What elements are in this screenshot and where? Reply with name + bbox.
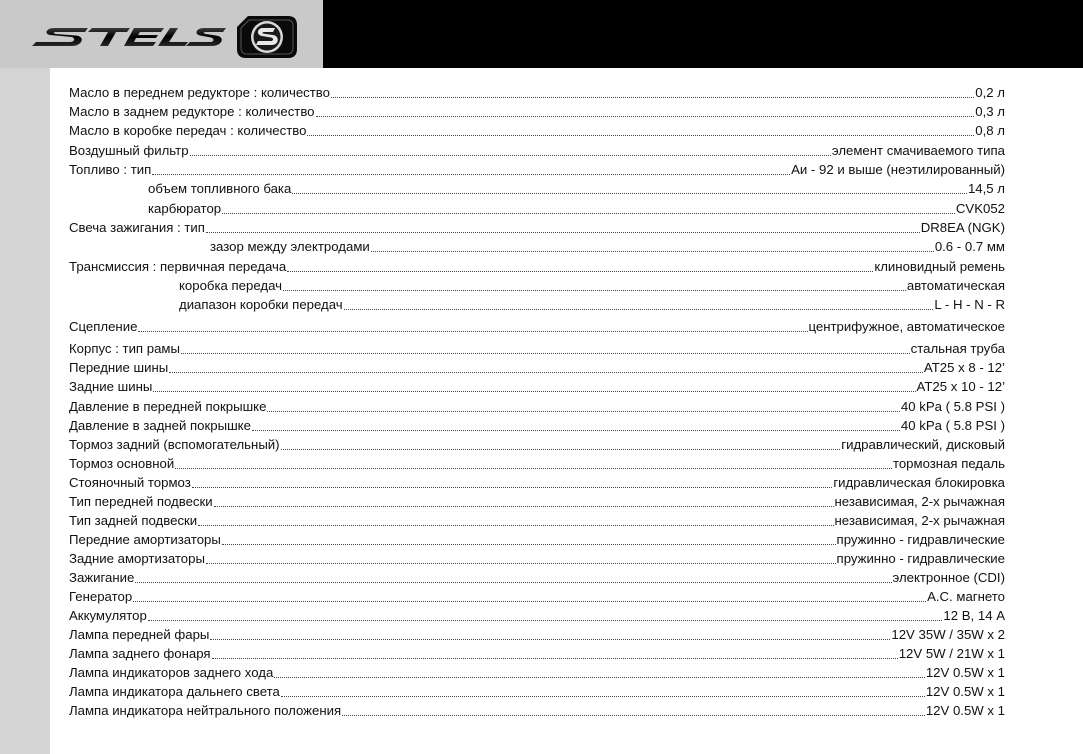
- spec-row: [179, 294, 1005, 313]
- leader-dots: [281, 696, 925, 697]
- spec-label: Задние шины: [69, 379, 153, 394]
- spec-value: 12V 0.5W x 1: [925, 684, 1005, 699]
- leader-dots: [371, 251, 934, 252]
- spec-row: [148, 198, 1005, 217]
- leader-dots: [287, 271, 873, 272]
- leader-dots: [206, 563, 836, 564]
- spec-label: Корпус : тип рамы: [69, 341, 180, 356]
- spec-row: [69, 415, 1005, 434]
- spec-row: [148, 178, 1005, 197]
- leader-dots: [148, 620, 943, 621]
- spec-label: Лампа заднего фонаря: [69, 646, 211, 661]
- spec-value: клиновидный ремень: [874, 259, 1005, 274]
- leader-dots: [133, 601, 926, 602]
- spec-row: [69, 120, 1005, 139]
- spec-value: 40 kPa ( 5.8 PSI ): [900, 399, 1005, 414]
- spec-value: 12V 35W / 35W x 2: [891, 627, 1005, 642]
- spec-row: [69, 316, 1005, 335]
- spec-row: [69, 472, 1005, 491]
- spec-value: A.C. магнето: [927, 589, 1005, 604]
- spec-label: Масло в переднем редукторе : количество: [69, 85, 330, 100]
- leader-dots: [307, 135, 974, 136]
- spec-value: 12V 5W / 21W x 1: [898, 646, 1005, 661]
- spec-value: 14,5 л: [967, 181, 1005, 196]
- spec-label: Сцепление: [69, 319, 138, 334]
- spec-label: объем топливного бака: [148, 181, 292, 196]
- spec-label: Тормоз задний (вспомогательный): [69, 437, 280, 452]
- spec-row: [69, 643, 1005, 662]
- spec-label: Давление в передней покрышке: [69, 399, 267, 414]
- spec-label: Масло в заднем редукторе : количество: [69, 104, 315, 119]
- spec-label: Аккумулятор: [69, 608, 147, 623]
- spec-row: [69, 376, 1005, 395]
- spec-label: Трансмиссия : первичная передача: [69, 259, 287, 274]
- spec-label: Тип передней подвески: [69, 494, 213, 509]
- leader-dots: [198, 525, 833, 526]
- spec-row: [69, 567, 1005, 586]
- spec-label: Передние амортизаторы: [69, 532, 221, 547]
- spec-label: Лампа индикаторов заднего хода: [69, 665, 274, 680]
- spec-row: [69, 396, 1005, 415]
- spec-value: 0,8 л: [975, 123, 1005, 138]
- leader-dots: [153, 391, 915, 392]
- leader-dots: [192, 487, 833, 488]
- spec-row: [69, 82, 1005, 101]
- spec-value: центрифужное, автоматическое: [808, 319, 1005, 334]
- spec-row: [69, 662, 1005, 681]
- leader-dots: [138, 331, 807, 332]
- spec-row: [69, 217, 1005, 236]
- spec-row: [69, 338, 1005, 357]
- spec-label: карбюратор: [148, 201, 222, 216]
- spec-label: Свеча зажигания : тип: [69, 220, 205, 235]
- spec-row: [210, 236, 1005, 255]
- spec-value: 40 kPa ( 5.8 PSI ): [900, 418, 1005, 433]
- spec-value: автоматическая: [906, 278, 1005, 293]
- leader-dots: [190, 155, 831, 156]
- spec-value: Аи - 92 и выше (неэтилированный): [791, 162, 1005, 177]
- leader-dots: [206, 232, 920, 233]
- spec-value: гидравлический, дисковый: [841, 437, 1005, 452]
- spec-value: AT25 x 8 - 12’: [923, 360, 1005, 375]
- spec-label: Генератор: [69, 589, 133, 604]
- spec-row: [69, 681, 1005, 700]
- spec-value: элемент смачиваемого типа: [831, 143, 1005, 158]
- leader-dots: [292, 193, 967, 194]
- spec-label: Зажигание: [69, 570, 135, 585]
- spec-label: зазор между электродами: [210, 239, 370, 254]
- leader-dots: [342, 715, 925, 716]
- spec-label: Лампа индикатора нейтрального положения: [69, 703, 342, 718]
- spec-row: [69, 586, 1005, 605]
- spec-value: CVK052: [955, 201, 1005, 216]
- leader-dots: [210, 639, 890, 640]
- leader-dots: [316, 116, 975, 117]
- leader-dots: [252, 430, 900, 431]
- spec-label: Передние шины: [69, 360, 169, 375]
- leader-dots: [212, 658, 898, 659]
- spec-row: [69, 491, 1005, 510]
- spec-value: гидравлическая блокировка: [833, 475, 1005, 490]
- leader-dots: [181, 353, 910, 354]
- spec-label: Давление в задней покрышке: [69, 418, 251, 433]
- spec-row: [69, 548, 1005, 567]
- leader-dots: [152, 174, 790, 175]
- leader-dots: [267, 411, 900, 412]
- spec-value: 12V 0.5W x 1: [925, 665, 1005, 680]
- spec-label: Стояночный тормоз: [69, 475, 191, 490]
- spec-value: 12V 0.5W x 1: [925, 703, 1005, 718]
- spec-label: Лампа передней фары: [69, 627, 210, 642]
- spec-value: пружинно - гидравлические: [836, 551, 1005, 566]
- spec-row: [69, 140, 1005, 159]
- spec-value: DR8EA (NGK): [920, 220, 1005, 235]
- spec-row: [69, 159, 1005, 178]
- spec-value: 12 В, 14 А: [943, 608, 1005, 623]
- spec-row: [69, 453, 1005, 472]
- spec-row: [179, 275, 1005, 294]
- spec-row: [69, 434, 1005, 453]
- leader-dots: [214, 506, 834, 507]
- leader-dots: [135, 582, 891, 583]
- spec-row: [69, 529, 1005, 548]
- spec-label: коробка передач: [179, 278, 282, 293]
- spec-value: AT25 x 10 - 12’: [916, 379, 1005, 394]
- spec-label: Лампа индикатора дальнего света: [69, 684, 280, 699]
- spec-row: [69, 256, 1005, 275]
- leader-dots: [283, 290, 906, 291]
- spec-label: Задние амортизаторы: [69, 551, 205, 566]
- leader-dots: [344, 309, 934, 310]
- leader-dots: [175, 468, 892, 469]
- spec-row: [69, 605, 1005, 624]
- spec-value: электронное (CDI): [892, 570, 1005, 585]
- spec-value: 0,3 л: [975, 104, 1005, 119]
- spec-row: [69, 510, 1005, 529]
- leader-dots: [222, 544, 836, 545]
- spec-value: пружинно - гидравлические: [836, 532, 1005, 547]
- spec-row: [69, 700, 1005, 719]
- spec-label: Топливо : тип: [69, 162, 152, 177]
- spec-row: [69, 357, 1005, 376]
- spec-label: Масло в коробке передач : количество: [69, 123, 307, 138]
- leader-dots: [331, 97, 974, 98]
- spec-value: тормозная педаль: [892, 456, 1005, 471]
- spec-row: [69, 101, 1005, 120]
- spec-label: Тормоз основной: [69, 456, 175, 471]
- spec-row: [69, 624, 1005, 643]
- spec-label: Тип задней подвески: [69, 513, 198, 528]
- spec-label: Воздушный фильтр: [69, 143, 189, 158]
- spec-value: независимая, 2-х рычажная: [834, 513, 1005, 528]
- spec-value: независимая, 2-х рычажная: [834, 494, 1005, 509]
- spec-value: L - H - N - R: [934, 297, 1005, 312]
- leader-dots: [169, 372, 923, 373]
- spec-value: 0.6 - 0.7 мм: [934, 239, 1005, 254]
- spec-label: диапазон коробки передач: [179, 297, 343, 312]
- spec-value: стальная труба: [910, 341, 1005, 356]
- leader-dots: [222, 213, 955, 214]
- spec-value: 0,2 л: [975, 85, 1005, 100]
- leader-dots: [274, 677, 925, 678]
- leader-dots: [281, 449, 841, 450]
